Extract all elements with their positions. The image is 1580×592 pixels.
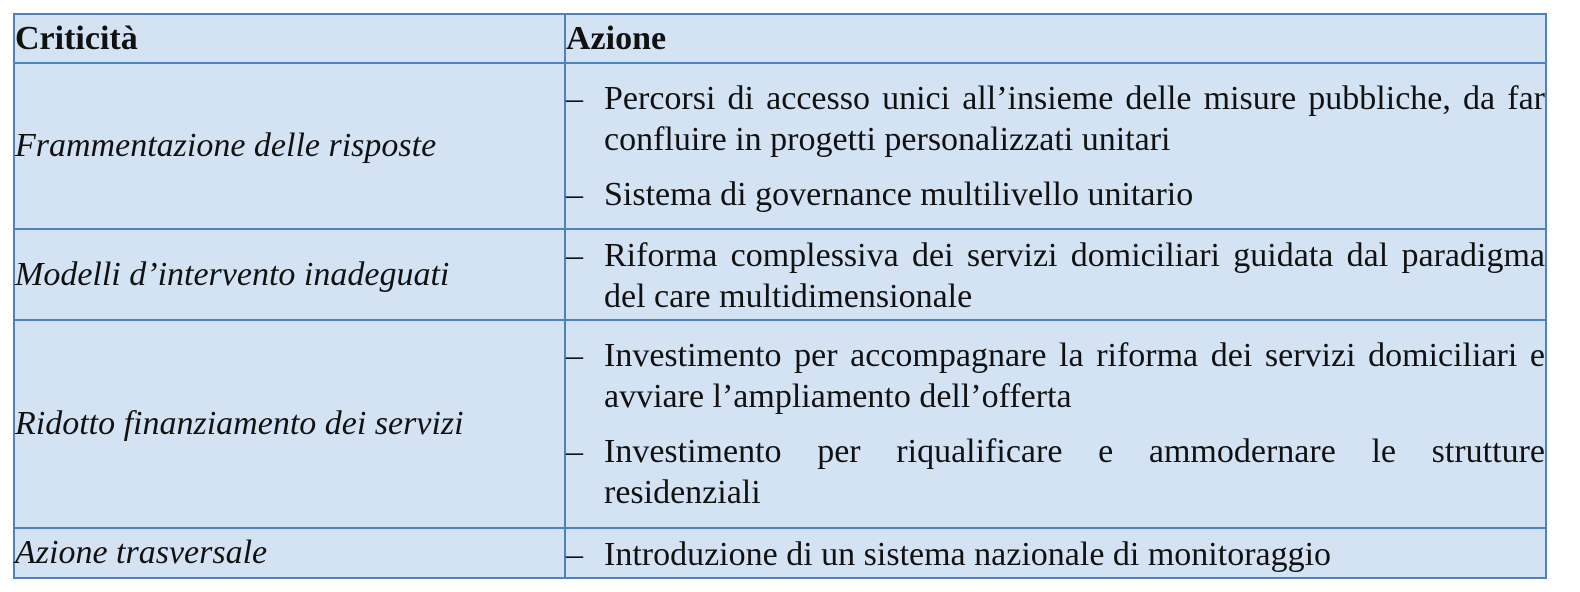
- table-row: [14, 229, 1546, 320]
- dash-bullet: –: [566, 236, 583, 274]
- action-item: [566, 235, 1545, 317]
- criticita-cell: Azione trasversale: [14, 528, 565, 578]
- action-text: Percorsi di accesso unici all’insieme delle misure pubbliche, da far confluire in progetti personalizzati unitari: [604, 79, 1545, 158]
- action-text: Investimento per accompagnare la riforma dei servizi domiciliari e avviare l’ampliamento dell’offerta: [604, 337, 1545, 415]
- action-text: Sistema di governance multilivello unitario: [604, 175, 1194, 213]
- action-text: Investimento per riqualificare e ammodernare le strutture residenziali: [604, 433, 1545, 511]
- action-text: Introduzione di un sistema nazionale di monitoraggio: [604, 535, 1332, 573]
- header-criticita: Criticità: [14, 14, 565, 63]
- table-row: [14, 528, 1546, 578]
- table-row: [14, 63, 1546, 229]
- action-item: [566, 335, 1545, 417]
- criticita-cell: Modelli d’intervento inadeguati: [14, 229, 565, 320]
- action-text: Riforma complessiva dei servizi domiciliari guidata dal paradigma del care multidimensionale: [604, 236, 1545, 315]
- azione-cell: [565, 229, 1546, 320]
- action-item: [566, 534, 1545, 575]
- criticita-cell: Ridotto finanziamento dei servizi: [14, 320, 565, 528]
- header-row: [14, 14, 1546, 63]
- azione-cell: [565, 63, 1546, 229]
- table-row: [14, 320, 1546, 528]
- criticita-azione-table: [13, 13, 1547, 579]
- dash-bullet: –: [566, 535, 583, 573]
- action-item: [566, 174, 1545, 215]
- dash-bullet: –: [566, 337, 583, 374]
- dash-bullet: –: [566, 175, 583, 213]
- action-item: [566, 78, 1545, 160]
- header-azione: Azione: [565, 14, 1546, 63]
- azione-cell: [565, 528, 1546, 578]
- azione-cell: [565, 320, 1546, 528]
- dash-bullet: –: [566, 433, 583, 470]
- action-item: [566, 431, 1545, 513]
- dash-bullet: –: [566, 79, 583, 117]
- criticita-cell: Frammentazione delle risposte: [14, 63, 565, 229]
